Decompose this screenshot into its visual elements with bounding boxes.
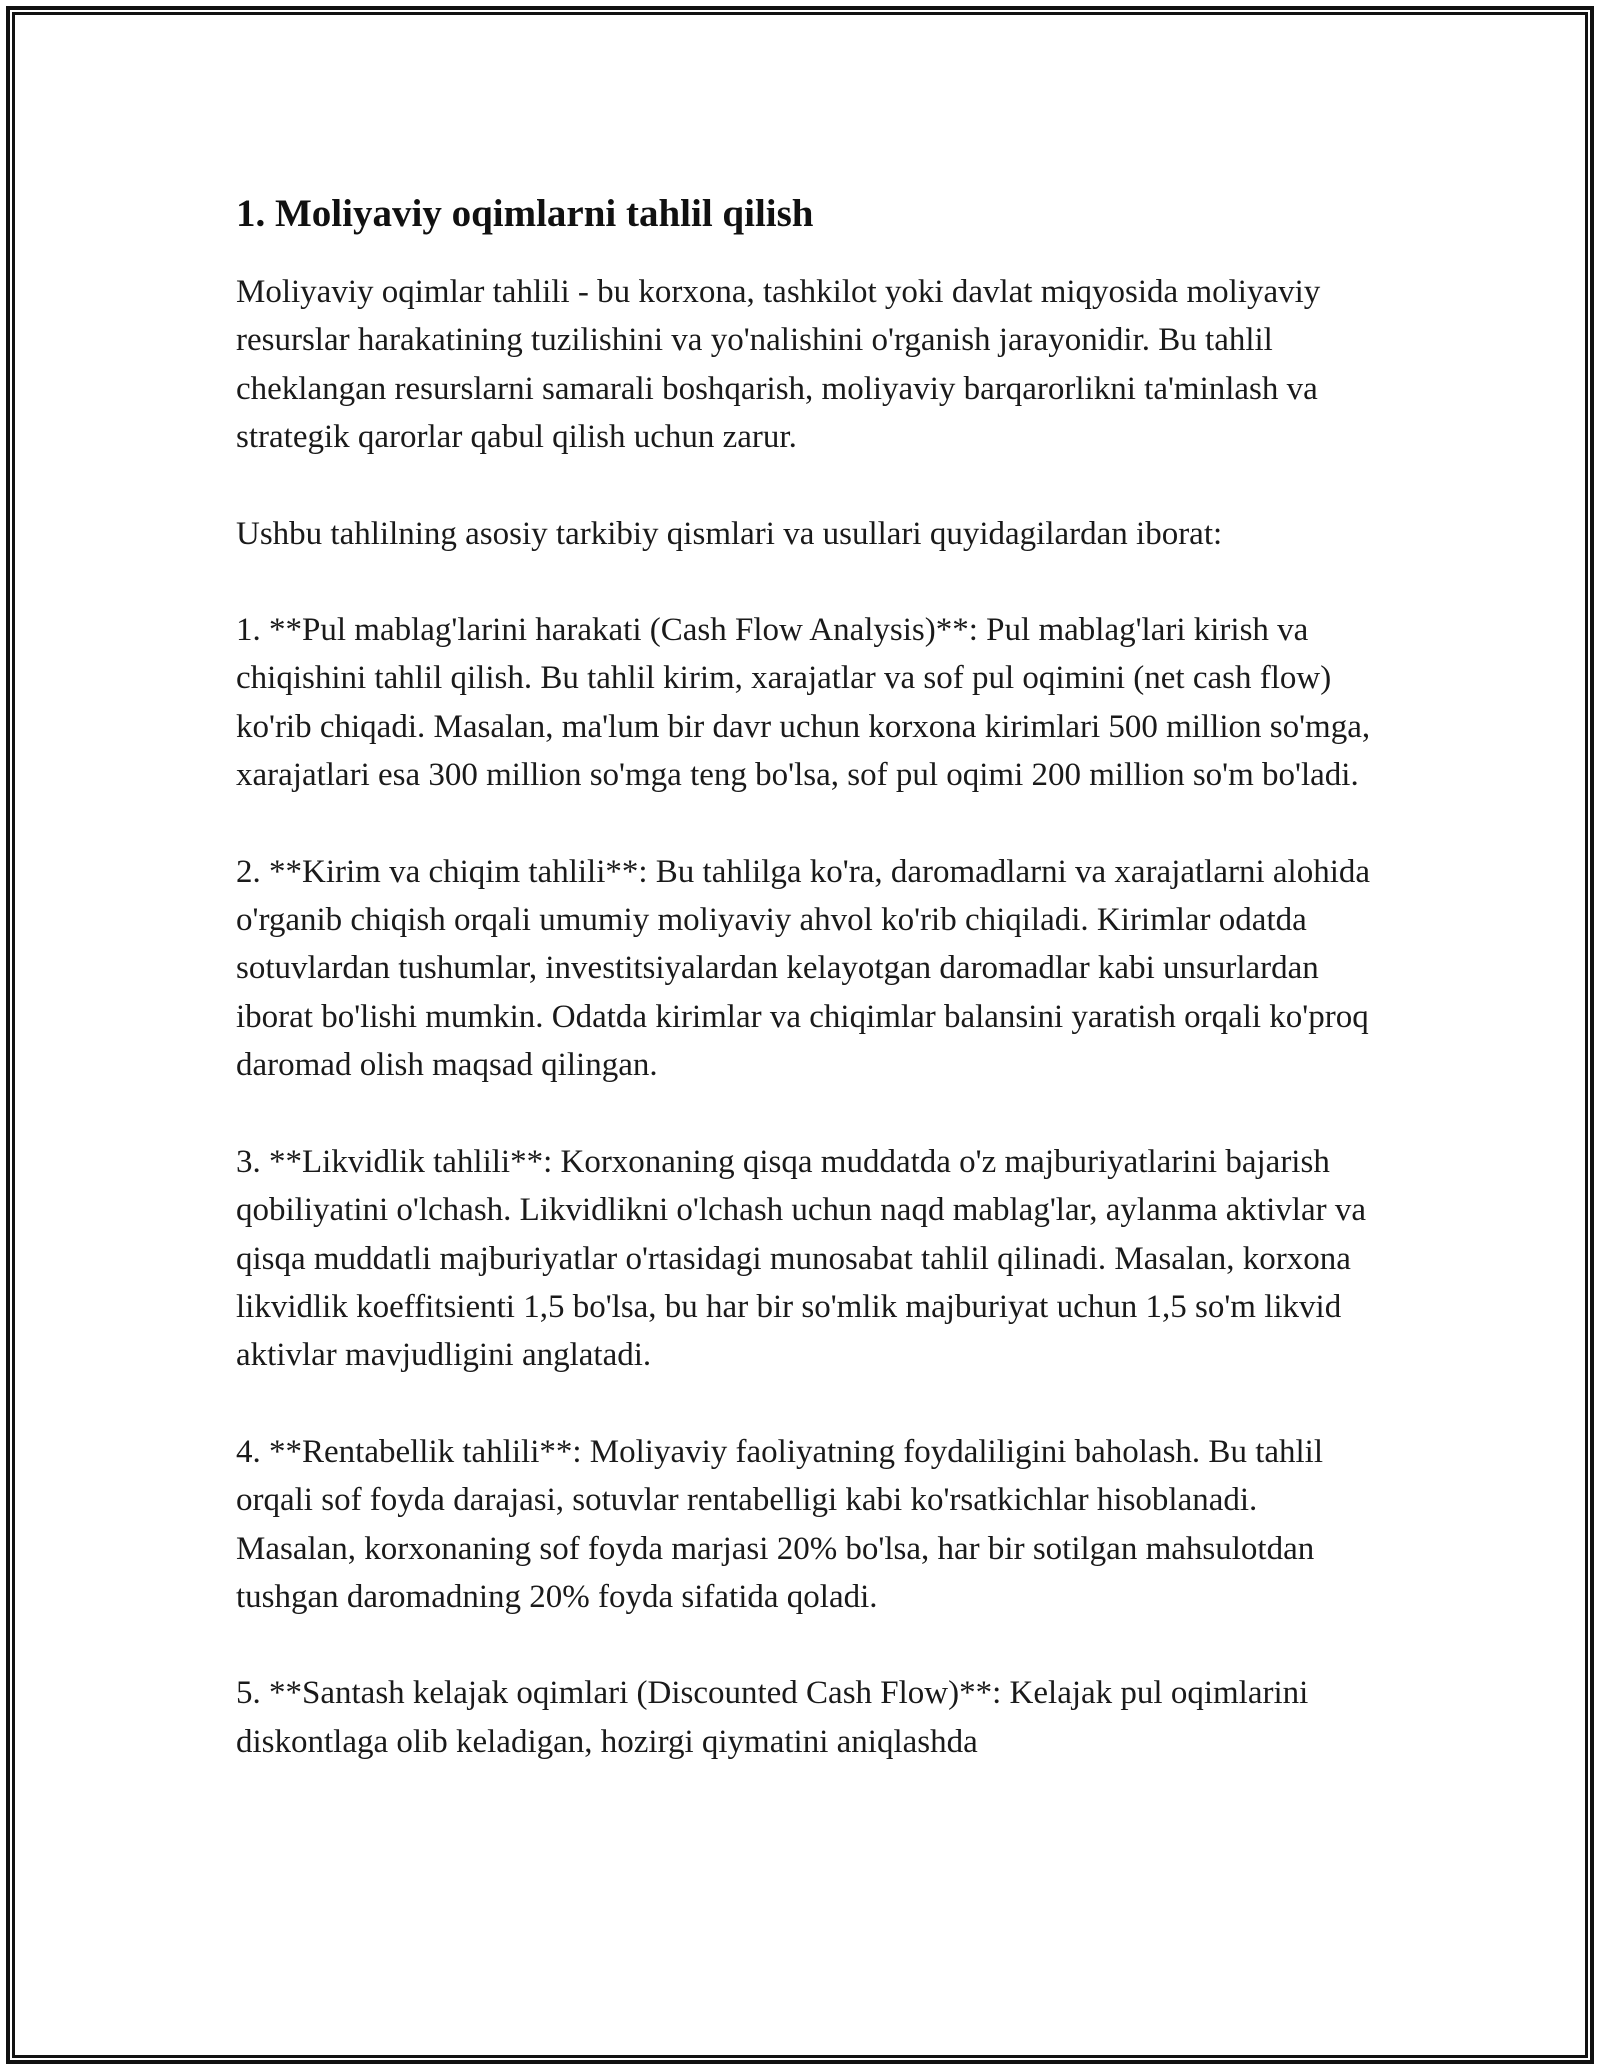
components-lead-paragraph: Ushbu tahlilning asosiy tarkibiy qismlari va usullari quyidagilardan iborat: [236, 515, 1223, 552]
document-title: 1. Moliyaviy oqimlarni tahlil qilish [236, 192, 814, 235]
discounted-cash-flow-paragraph: 5. **Santash kelajak oqimlari (Discounted Cash Flow)**: Kelajak pul oqimlarini diskontlaga olib keladigan, hozirgi qiymatini aniqlashda [236, 1675, 1309, 1760]
intro-paragraph: Moliyaviy oqimlar tahlili - bu korxona, tashkilot yoki davlat miqyosida moliyaviy resurslar harakatining tuzilishini va yo'nalishini o'rganish jarayonidir. Bu tahlil cheklangan resurslarni samarali boshqarish, moliyaviy barqarorlikni ta'minlash va strategik qarorlar qabul qilish uchun zarur. [236, 274, 1321, 456]
cash-flow-analysis-paragraph: 1. **Pul mablag'larini harakati (Cash Flow Analysis)**: Pul mablag'lari kirish va chiqishini tahlil qilish. Bu tahlil kirim, xarajatlar va sof pul oqimini (net cash flow) ko'rib chiqadi. Masalan, ma'lum bir davr uchun korxona kirimlari 500 million so'mga, xarajatlari esa 300 million so'mga teng bo'lsa, sof pul oqimi 200 million so'm bo'ladi. [236, 612, 1371, 794]
profitability-analysis-paragraph: 4. **Rentabellik tahlili**: Moliyaviy faoliyatning foydaliligini baholash. Bu tahlil orqali sof foyda darajasi, sotuvlar rentabelligi kabi ko'rsatkichlar hisoblanadi. Masalan, korxonaning sof foyda marjasi 20% bo'lsa, har bir sotilgan mahsulotdan tushgan daromadning 20% foyda sifatida qoladi. [236, 1433, 1324, 1615]
document-body [236, 186, 1376, 1766]
liquidity-analysis-paragraph: 3. **Likvidlik tahlili**: Korxonaning qisqa muddatda o'z majburiyatlarini bajarish qobiliyatini o'lchash. Likvidlikni o'lchash uchun naqd mablag'lar, aylanma aktivlar va qisqa muddatli majburiyatlar o'rtasidagi munosabat tahlil qilinadi. Masalan, korxona likvidlik koeffitsienti 1,5 bo'lsa, bu har bir so'mlik majburiyat uchun 1,5 so'm likvid aktivlar mavjudligini anglatadi. [236, 1143, 1366, 1374]
income-expense-analysis-paragraph: 2. **Kirim va chiqim tahlili**: Bu tahlilga ko'ra, daromadlarni va xarajatlarni alohida o'rganib chiqish orqali umumiy moliyaviy ahvol ko'rib chiqiladi. Kirimlar odatda sotuvlardan tushumlar, investitsiyalardan kelayotgan daromadlar kabi unsurlardan iborat bo'lishi mumkin. Odatda kirimlar va chiqimlar balansini yaratish orqali ko'proq daromad olish maqsad qilingan. [236, 853, 1371, 1084]
